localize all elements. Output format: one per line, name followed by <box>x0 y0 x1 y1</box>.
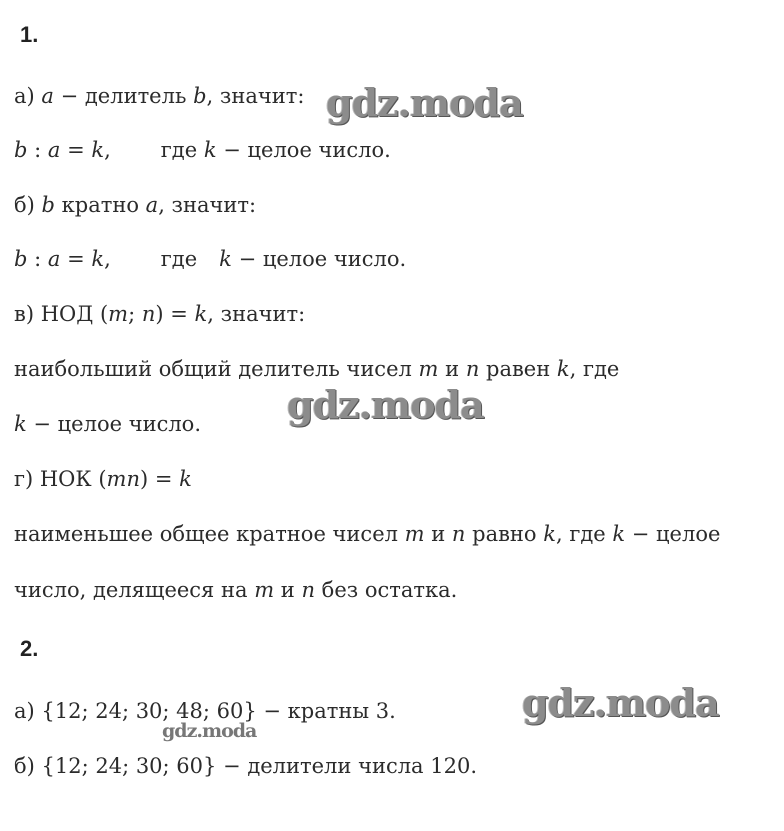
math-var: m <box>254 578 275 602</box>
text: и <box>424 522 452 546</box>
math-var: k <box>14 412 27 436</box>
text: = <box>60 138 92 162</box>
equation-1a <box>14 136 391 164</box>
equation-1b <box>14 245 406 273</box>
task-number-1: 1. <box>20 22 39 47</box>
math-var: k <box>219 247 232 271</box>
text: и <box>438 357 466 381</box>
line-1a <box>14 82 304 110</box>
text: ) = <box>139 467 180 491</box>
watermark: gdz.moda <box>326 80 523 125</box>
text: а) <box>14 84 42 108</box>
text: равно <box>465 522 544 546</box>
math-var: n <box>451 522 466 546</box>
text: г) НОК ( <box>14 467 107 491</box>
text: в) НОД ( <box>14 302 109 326</box>
math-var: b <box>14 138 28 162</box>
text: кратно <box>54 193 146 217</box>
text: − делитель <box>53 84 194 108</box>
math-var: mn <box>106 467 140 491</box>
text: = <box>60 247 92 271</box>
text: , значит: <box>206 84 305 108</box>
line-1b <box>14 191 256 219</box>
line-1v-text1 <box>14 355 619 383</box>
watermark: gdz.moda <box>162 720 257 742</box>
text: б) <box>14 193 42 217</box>
text: : <box>27 138 48 162</box>
line-1g-text1 <box>14 520 720 548</box>
text: наибольший общий делитель чисел <box>14 357 419 381</box>
text: число, делящееся на <box>14 578 255 602</box>
text: : <box>27 247 48 271</box>
math-var: k <box>91 138 105 162</box>
math-var: k <box>179 467 192 491</box>
text: − целое число. <box>216 138 391 162</box>
text: , где <box>555 522 613 546</box>
math-var: m <box>418 357 439 381</box>
line-2b: б) {12; 24; 30; 60} − делители числа 120. <box>14 754 478 778</box>
math-var: a <box>145 193 159 217</box>
text: , <box>104 247 111 271</box>
text: равен <box>479 357 557 381</box>
math-var: k <box>612 522 626 546</box>
text: где <box>160 247 198 271</box>
math-var: m <box>404 522 425 546</box>
math-var: k <box>91 247 105 271</box>
text: − целое <box>625 522 721 546</box>
text: ; <box>128 302 142 326</box>
math-var: a <box>41 84 54 108</box>
text: , значит: <box>158 193 257 217</box>
task-number-2: 2. <box>20 636 39 661</box>
text: − целое число. <box>26 412 201 436</box>
watermark: gdz.moda <box>522 680 719 725</box>
text: , значит: <box>207 302 306 326</box>
math-var: a <box>47 138 61 162</box>
line-1v-text2 <box>14 410 201 438</box>
text: ) = <box>155 302 195 326</box>
math-var: b <box>193 84 207 108</box>
line-1g <box>14 465 192 493</box>
math-var: n <box>141 302 156 326</box>
math-var: n <box>465 357 480 381</box>
math-var: b <box>14 247 28 271</box>
text: наименьшее общее кратное чисел <box>14 522 405 546</box>
text: , где <box>569 357 620 381</box>
math-var: k <box>543 522 556 546</box>
text: где <box>160 138 204 162</box>
text: , <box>104 138 111 162</box>
math-var: m <box>108 302 129 326</box>
math-var: n <box>301 578 315 602</box>
line-2a: а) {12; 24; 30; 48; 60} − кратны 3. <box>14 699 396 723</box>
line-1g-text2 <box>14 576 457 604</box>
math-var: b <box>41 193 55 217</box>
text: и <box>274 578 302 602</box>
text: без остатка. <box>315 578 458 602</box>
math-var: k <box>194 302 208 326</box>
math-var: k <box>556 357 570 381</box>
watermark: gdz.moda <box>287 382 484 427</box>
math-var: k <box>203 138 217 162</box>
line-1v <box>14 300 305 328</box>
math-var: a <box>47 247 61 271</box>
text: − целое число. <box>231 247 407 271</box>
